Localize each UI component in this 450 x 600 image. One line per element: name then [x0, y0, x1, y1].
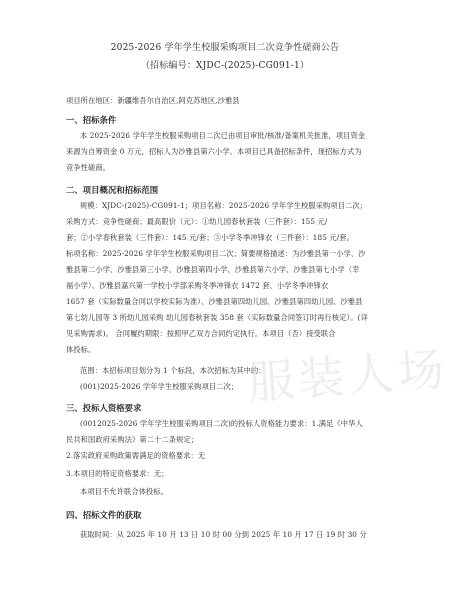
- scope-line: (001)2025-2026 学年学生校服采购项目二次；: [80, 382, 239, 391]
- section-3-line: (0012025-2026 学年学生校服采购项目二次)的投标人资格能力要求：1.满足《中华人: [80, 419, 363, 428]
- watermark: 服装人场: [246, 342, 450, 410]
- section-2-line: 雅县第二小学、沙雅县第三小学、沙雅县第四小学、沙雅县第六小学、沙雅县第七小学（幸: [66, 265, 360, 274]
- section-3-line: 3.本项目的特定资格要求：无；: [66, 469, 169, 478]
- section-3-heading: 三、投标人资格要求: [66, 403, 142, 413]
- section-1-heading: 一、招标条件: [66, 115, 117, 125]
- tender-number: （招标编号：XJDC-(2025)-CG091-1）: [140, 61, 310, 71]
- section-3-line: 民共和国政府采购法》第二十二条规定；: [66, 435, 199, 444]
- section-2-heading: 二、项目概况和招标范围: [66, 185, 159, 195]
- section-1-line: 竞争性磋商。: [66, 163, 111, 172]
- section-2-line: 套；②小学春秋套装（三件套）：145 元/套；③小学冬季冲锋衣（三件套）：185 元/套。: [66, 233, 354, 242]
- section-2-line: 福小学）、沙雅县嘉兴第一学校小学部采购冬季冲锋衣 1472 套、小学冬季冲锋衣: [66, 281, 329, 290]
- section-1-line: 本 2025-2026 学年学生校服采购项目二次已由项目审批/核准/备案机关批准，项目资金: [80, 131, 366, 140]
- section-2-line: 见采购需求)。 合同履约期限：按照甲乙双方合同约定执行。本项目（否）接受联合: [66, 329, 336, 338]
- section-2-line: 体投标。: [66, 345, 96, 354]
- section-4-heading: 四、招标文件的获取: [66, 510, 142, 520]
- section-2-line: 规模：XJDC-(2025)-CG091-1；项目名称：2025-2026 学年学生校服采购项目二次；: [80, 201, 368, 210]
- section-2-line: 采购方式：竞争性磋商；最高限价（元）：①幼儿园春秋套装（三件套）：155 元/: [66, 217, 328, 226]
- section-2-line: 第七幼儿园等 3 所幼儿园采购 幼儿园春秋套装 358 套（实际数量合同签订时再行核定）。(详: [66, 313, 368, 322]
- scope-line: 范围：本招标项目划分为 1 个标段，本次招标为其中的：: [80, 366, 266, 375]
- section-2-line: 标项名称：2025-2026 学年学生校服采购项目二次；简要规格描述：为沙雅县第一小学、沙: [66, 249, 366, 258]
- project-location: 项目所在地区：新疆维吾尔自治区,阿克苏地区,沙雅县: [66, 96, 240, 105]
- section-2-line: 1657 套（实际数量合同以学校实际为准）、沙雅县第四幼儿园、沙雅县第四幼儿园、沙雅县: [66, 297, 363, 306]
- section-1-line: 来源为自筹资金 0 万元，招标人为沙雅县第六小学。本项目已具备招标条件，现招标方式为: [66, 147, 362, 156]
- section-4-line: 获取时间：从 2025 年 10 月 13 日 10 时 00 分到 2025 年 10 月 17 日 19 时 30 分: [80, 530, 367, 539]
- section-3-line: 本项目不允许联合体投标。: [80, 487, 169, 496]
- document-title: 2025-2026 学年学生校服采购项目二次竞争性磋商公告: [110, 43, 340, 53]
- section-3-line: 2.落实政府采购政策需满足的资格要求：无: [66, 451, 206, 460]
